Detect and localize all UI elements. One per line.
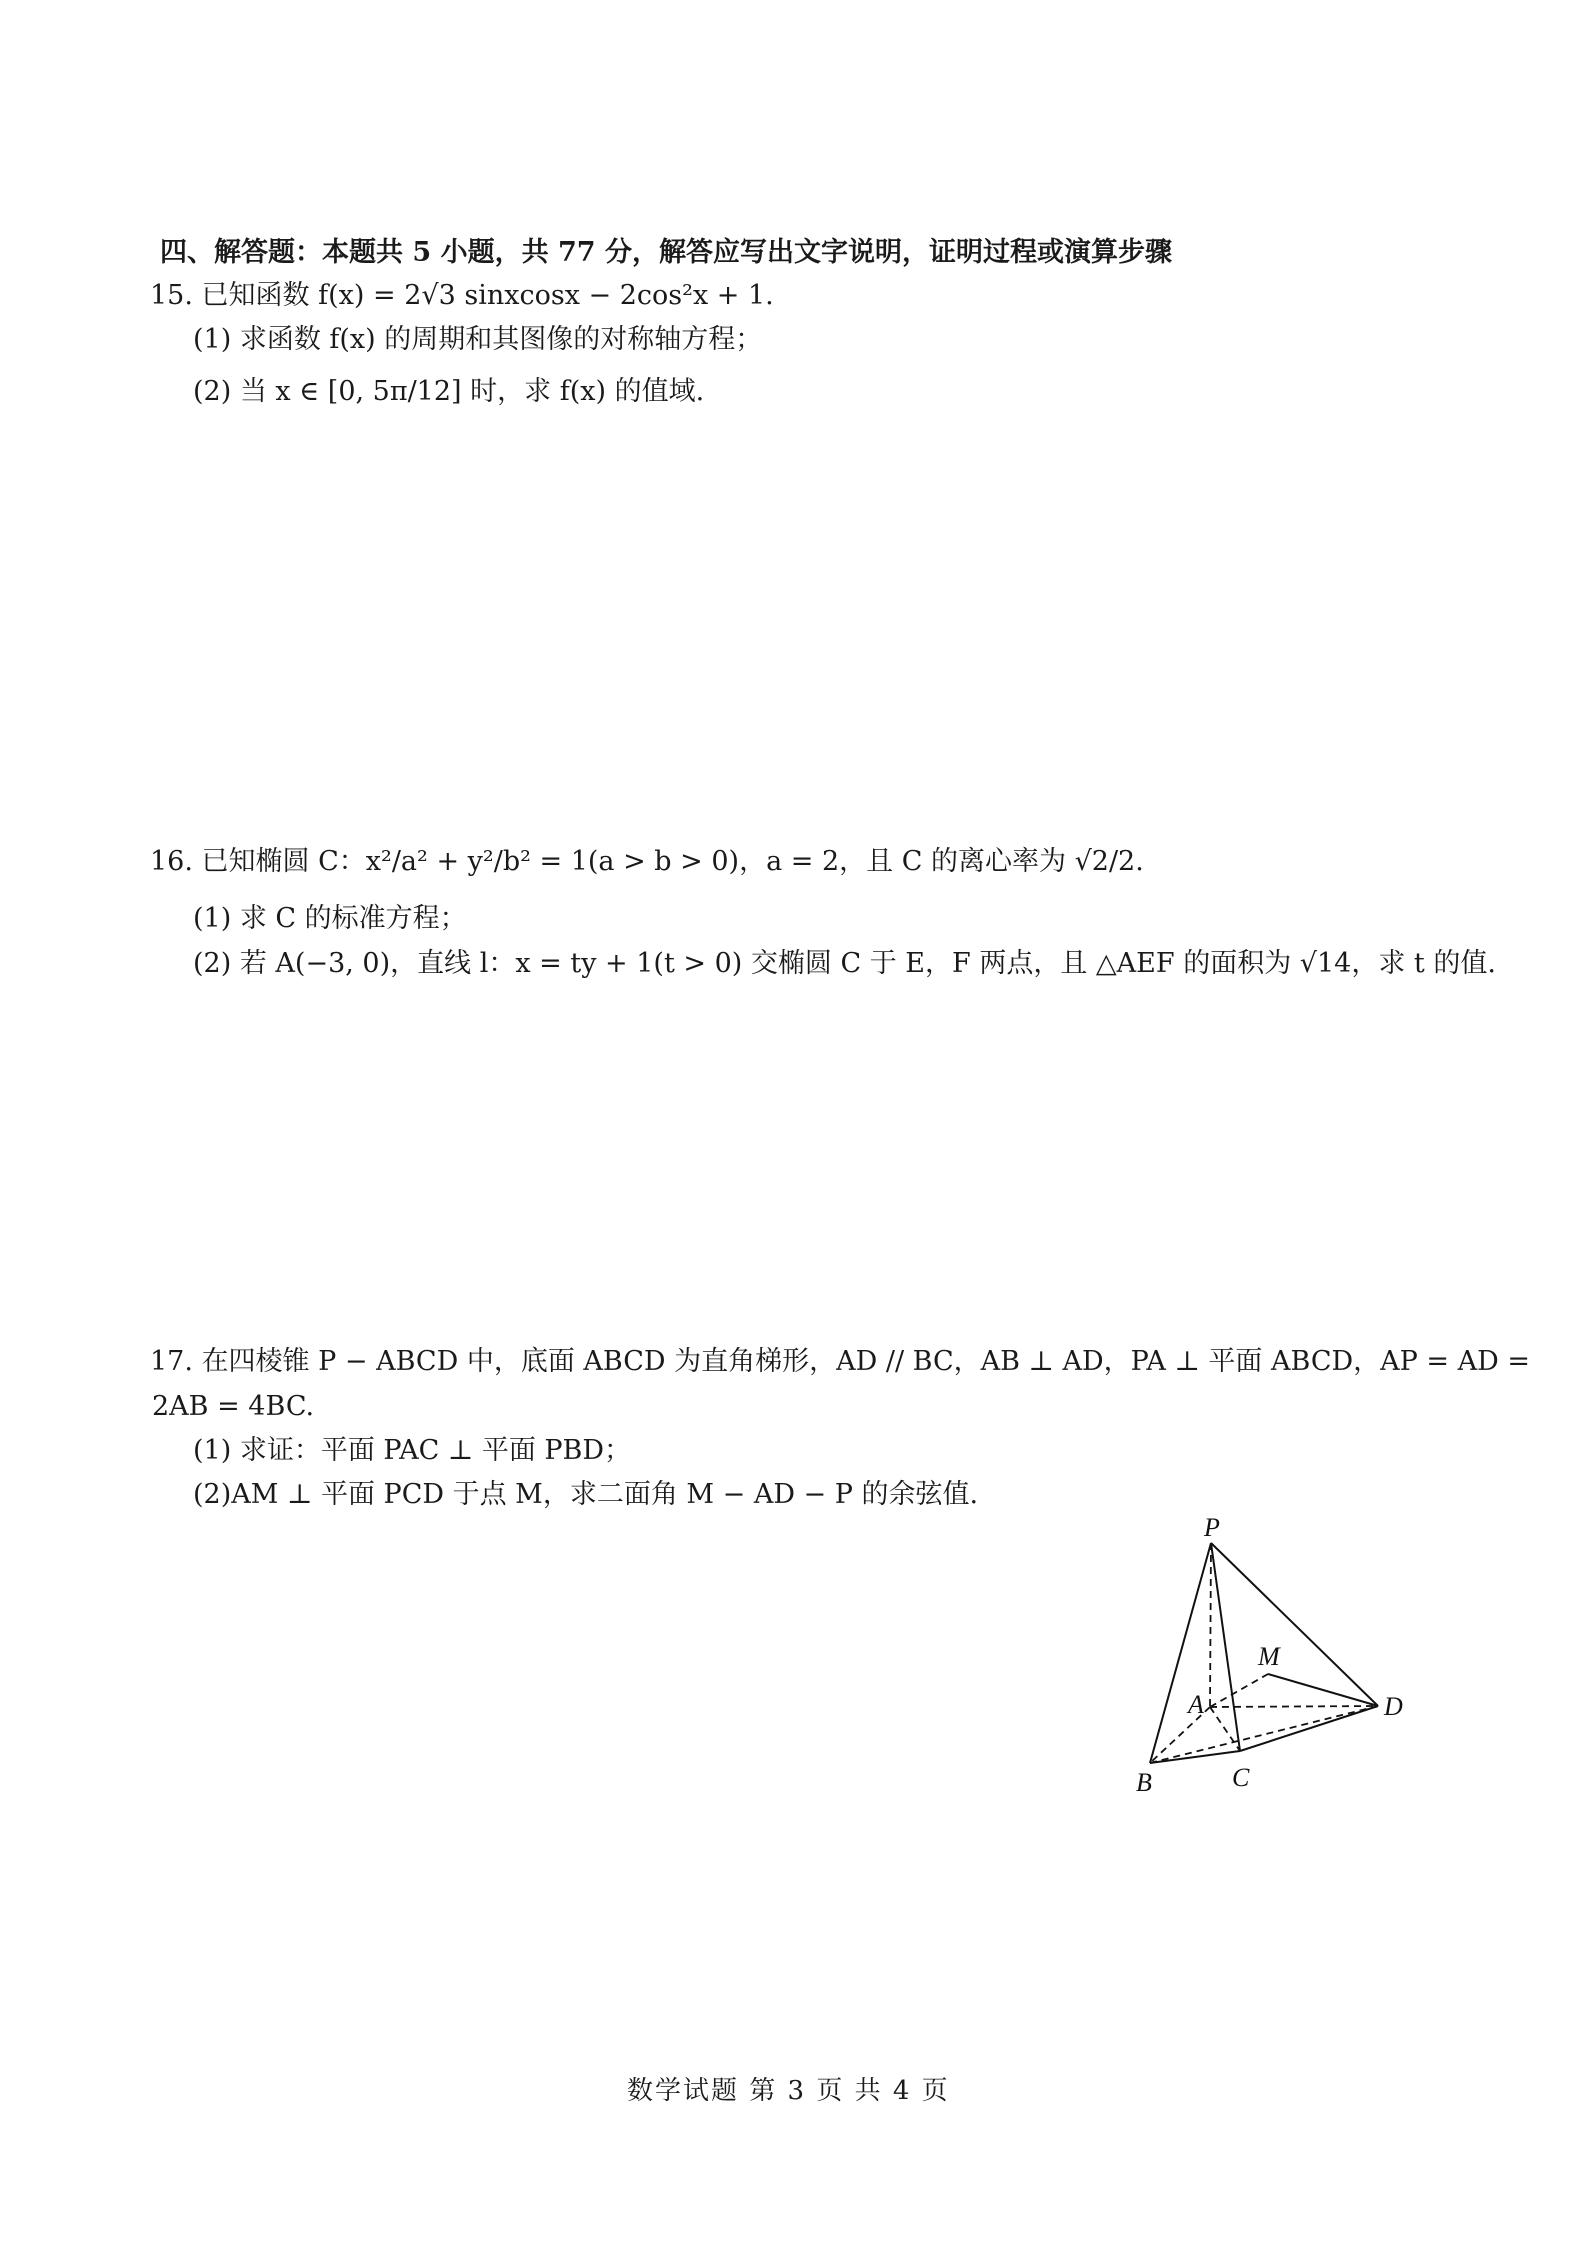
- label-P: P: [1204, 1513, 1220, 1542]
- edge-AD-hidden: [1210, 1706, 1378, 1707]
- problem-17-text: 在四棱锥 P − ABCD 中，底面 ABCD 为直角梯形，AD // BC，AB ⊥ AD，PA ⊥ 平面 ABCD，AP = AD =: [201, 1346, 1530, 1377]
- diagonal-BD-hidden: [1150, 1706, 1378, 1763]
- section-heading: 四、解答题：本题共 5 小题，共 77 分，解答应写出文字说明，证明过程或演算步骤: [160, 237, 1172, 268]
- problem-15-part-1: (1) 求函数 f(x) 的周期和其图像的对称轴方程；: [193, 324, 763, 355]
- problem-16-text: 已知椭圆 C：x²/a² + y²/b² = 1(a > b > 0)，a = 2，且 C 的离心率为 √2/2.: [201, 846, 1144, 877]
- label-C: C: [1232, 1763, 1250, 1792]
- problem-15-number: 15.: [150, 280, 193, 311]
- label-B: B: [1136, 1768, 1152, 1797]
- problem-17-part-2: (2)AM ⊥ 平面 PCD 于点 M，求二面角 M − AD − P 的余弦值.: [193, 1479, 979, 1510]
- pyramid-figure: [1120, 1510, 1440, 1810]
- page-footer: 数学试题 第 3 页 共 4 页: [627, 2076, 950, 2106]
- label-M: M: [1258, 1642, 1280, 1671]
- problem-16-number: 16.: [150, 846, 193, 877]
- problem-17-number: 17.: [150, 1346, 193, 1377]
- problem-16-part-2: (2) 若 A(−3, 0)，直线 l：x = ty + 1(t > 0) 交椭圆 C 于 E，F 两点，且 △AEF 的面积为 √14，求 t 的值.: [193, 948, 1496, 979]
- problem-15-stem: [150, 279, 774, 313]
- problem-17-stem: [150, 1345, 1530, 1379]
- problem-17-part-1: (1) 求证：平面 PAC ⊥ 平面 PBD；: [193, 1435, 632, 1466]
- edge-PB: [1150, 1543, 1211, 1763]
- edge-BC: [1150, 1751, 1240, 1763]
- edge-PA-hidden: [1210, 1543, 1211, 1707]
- problem-17-stem-continued: 2AB = 4BC.: [152, 1391, 315, 1422]
- edge-CD: [1240, 1706, 1378, 1751]
- problem-15-text: 已知函数 f(x) = 2√3 sinxcosx − 2cos²x + 1.: [201, 280, 774, 311]
- label-D: D: [1384, 1692, 1403, 1721]
- label-A: A: [1188, 1690, 1204, 1719]
- segment-AM-hidden: [1210, 1674, 1268, 1707]
- problem-16-stem: [150, 845, 1144, 879]
- problem-16-part-1: (1) 求 C 的标准方程；: [193, 903, 467, 934]
- problem-15-part-2: (2) 当 x ∈ [0, 5π/12] 时，求 f(x) 的值域.: [193, 376, 705, 407]
- edge-PC: [1211, 1543, 1240, 1751]
